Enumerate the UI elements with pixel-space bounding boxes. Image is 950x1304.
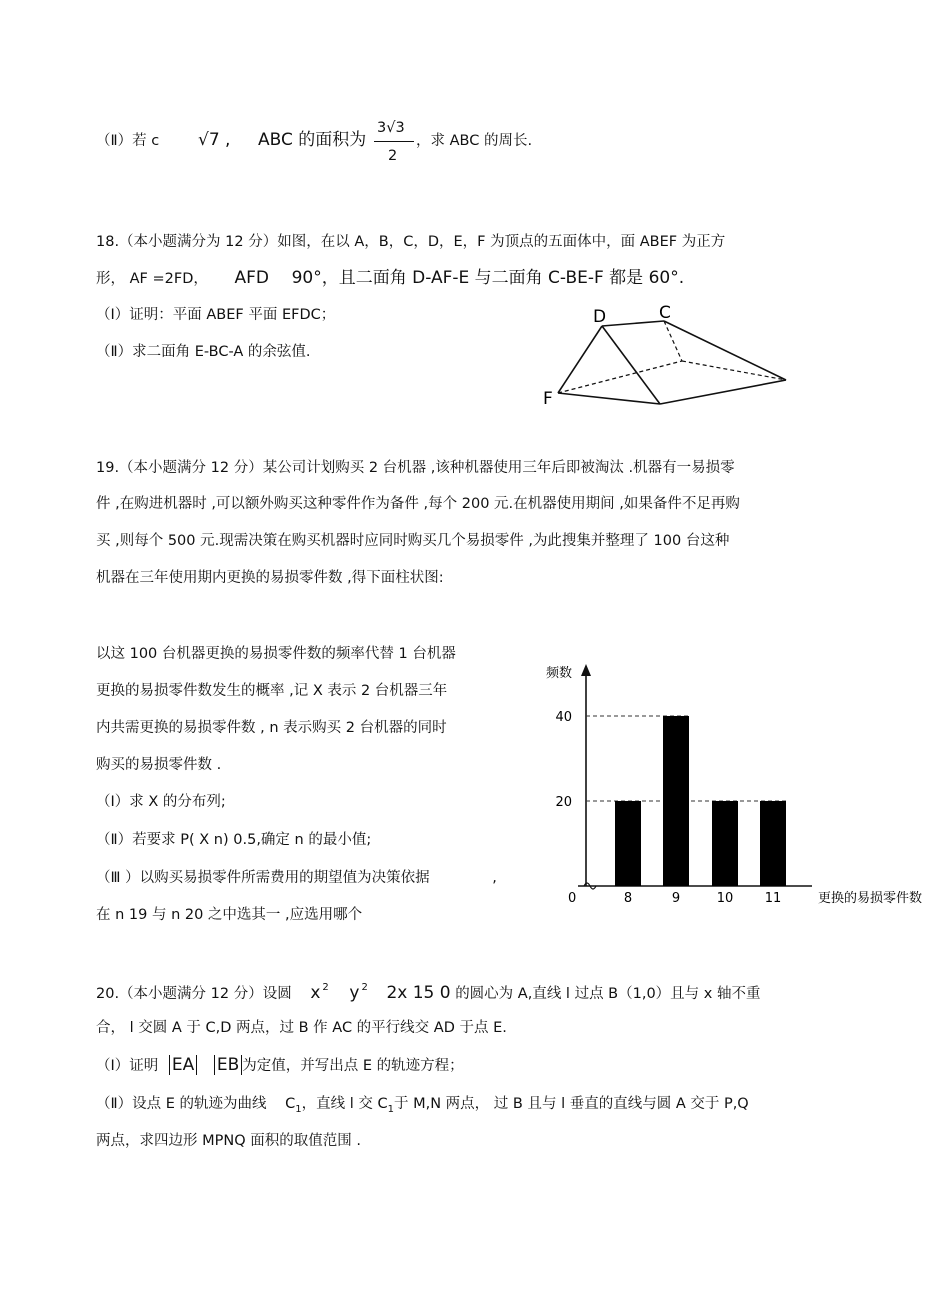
q17-part2-prefix: （Ⅱ）若 c (96, 133, 160, 149)
q18-part2: （Ⅱ）求二面角 E-BC-A 的余弦值. (96, 344, 311, 360)
bar-chart (530, 650, 950, 920)
q17-frac-denominator: 2 (388, 148, 398, 164)
q19-para1: 以这 100 台机器更换的易损零件数的频率代替 1 台机器 (96, 646, 456, 662)
y-axis-arrow (581, 664, 591, 676)
q20-eq-rest: 2x 15 0 (386, 983, 451, 1003)
q20-abs-ea: EA (169, 1055, 197, 1075)
q20-part2-b: ，直线 l 交 C (301, 1096, 388, 1112)
q19-part3-comma: , (492, 870, 497, 886)
x-tick-label: 8 (623, 891, 633, 906)
edge-c-e (664, 321, 786, 380)
q20-part1-b: 为定值，并写出点 E 的轨迹方程； (242, 1058, 464, 1074)
label-f: F (543, 389, 553, 409)
q20-eq-y: y (349, 983, 360, 1003)
q19-para3: 内共需更换的易损零件数 , n 表示购买 2 台机器的同时 (96, 720, 447, 736)
q20-c1-sub: 1 (295, 1104, 302, 1115)
q18-part1: （I）证明：平面 ABEF 平面 EFDC； (96, 307, 336, 323)
q18-line1: 18.（本小题满分为 12 分）如图，在以 A，B，C，D，E，F 为顶点的五面体中，面 ABEF 为正方 (96, 234, 726, 250)
x-axis-label: 更换的易损零件数 (818, 891, 923, 906)
q17-abc-area: ABC 的面积为 (258, 130, 367, 150)
y-tick-label: 40 (555, 710, 572, 725)
q19-part1: （I）求 X 的分布列; (96, 794, 226, 810)
q20-part2-a: （Ⅱ）设点 E 的轨迹为曲线 (96, 1096, 267, 1112)
q20-line1 (96, 983, 761, 1006)
origin-label: 0 (568, 891, 577, 906)
q20-line2: 合， l 交圆 A 于 C,D 两点，过 B 作 AC 的平行线交 AD 于点 E. (96, 1020, 507, 1036)
q20-line1-a: 20.（本小题满分 12 分）设圆 (96, 986, 292, 1002)
q17-sqrt7: √7 , (198, 130, 231, 150)
q20-eq-sup1: 2 (322, 982, 329, 993)
q20-eq-x: x (310, 983, 321, 1003)
edge-fb (558, 393, 660, 404)
edge-d-b (602, 326, 660, 404)
hidden-edge-ca (664, 321, 682, 361)
q18-figure (530, 296, 810, 416)
q19-line2: 件 ,在购进机器时 ,可以额外购买这种零件作为备件 ,每个 200 元.在机器使用期间 ,如果备件不足再购 (96, 496, 740, 512)
q17-tail: ，求 ABC 的周长. (416, 133, 533, 149)
x-tick-label: 10 (716, 891, 734, 906)
q19-para4: 购买的易损零件数 . (96, 757, 222, 773)
x-tick-label: 11 (764, 891, 782, 906)
y-tick-label: 20 (555, 795, 572, 810)
q20-part2 (96, 1094, 749, 1116)
q18-line2-c: 90°，且二面角 D-AF-E 与二面角 C-BE-F 都是 60°. (291, 268, 685, 288)
q20-part1-a: （I）证明 (96, 1058, 159, 1074)
q17-frac-numerator: 3√3 (377, 120, 405, 136)
label-c: C (659, 303, 671, 323)
x-tick-label: 9 (671, 891, 681, 906)
q19-part3 (96, 868, 497, 888)
edge-dc (602, 321, 664, 326)
y-axis-label: 频数 (546, 666, 573, 681)
q20-c1: C (285, 1096, 296, 1112)
q19-line3: 买 ,则每个 500 元.现需决策在购买机器时应同时购买几个易损零件 ,为此搜集并整理了 100 台这种 (96, 533, 730, 549)
edge-be (660, 380, 786, 404)
q18-line2 (96, 268, 684, 289)
q20-line1-b: 的圆心为 A,直线 l 过点 B（1,0）且与 x 轴不重 (455, 986, 761, 1002)
q19-part2: （Ⅱ）若要求 P( X n) 0.5,确定 n 的最小值; (96, 832, 372, 848)
q18-angle-afd: AFD (234, 268, 269, 288)
bar-8 (615, 801, 641, 886)
q20-eq-sup2: 2 (361, 982, 368, 993)
bar-10 (712, 801, 738, 886)
q18-line2-a: 形， AF =2FD， (96, 271, 208, 287)
q20-abs-eb: EB (214, 1055, 242, 1075)
q19-line4: 机器在三年使用期内更换的易损零件数 ,得下面柱状图: (96, 570, 444, 586)
q20-c1-sub-2: 1 (387, 1104, 394, 1115)
q19-part3-text: （Ⅲ ）以购买易损零件所需费用的期望值为决策依据 (96, 870, 430, 886)
q19-line1: 19.（本小题满分 12 分）某公司计划购买 2 台机器 ,该种机器使用三年后即被淘汰 .机器有一易损零 (96, 460, 735, 476)
bar-9 (663, 716, 689, 886)
label-d: D (593, 307, 607, 327)
q20-last-line: 两点，求四边形 MPNQ 面积的取值范围 . (96, 1133, 361, 1149)
q19-part4: 在 n 19 与 n 20 之中选其一 ,应选用哪个 (96, 907, 363, 923)
q17-frac-bar (374, 141, 414, 142)
q20-part2-c: 于 M,N 两点， 过 B 且与 l 垂直的直线与圆 A 交于 P,Q (394, 1096, 749, 1112)
q19-para2: 更换的易损零件数发生的概率 ,记 X 表示 2 台机器三年 (96, 683, 448, 699)
q20-part1 (96, 1055, 464, 1076)
hidden-edge-ae (682, 361, 786, 380)
bar-11 (760, 801, 786, 886)
